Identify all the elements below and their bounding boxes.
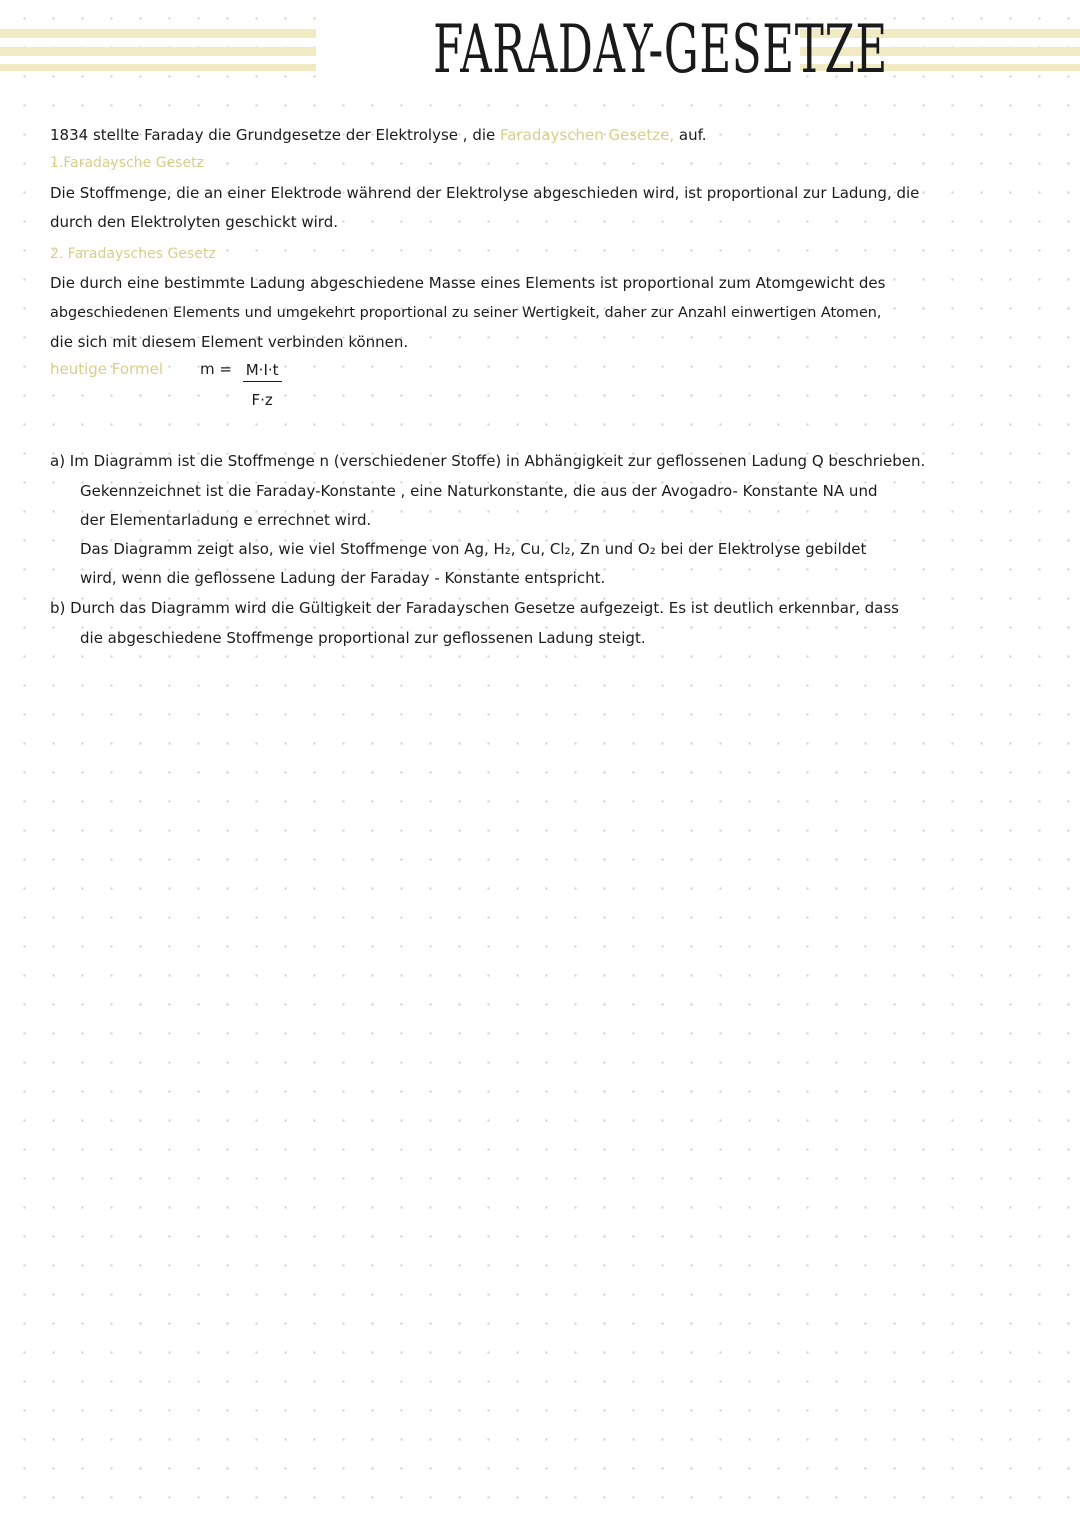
intro-text-after: auf. — [674, 126, 707, 144]
law1-line-2: durch den Elektrolyten geschickt wird. — [50, 213, 338, 231]
answer-b-line-1: b) Durch das Diagramm wird die Gültigkeit der Faradayschen Gesetze aufgezeigt. Es ist deutlich erkennbar, dass — [50, 599, 899, 617]
answer-b-line-2: die abgeschiedene Stoffmenge proportional zur geflossenen Ladung steigt. — [80, 629, 646, 647]
title-box — [316, 11, 888, 88]
law2-line-1: Die durch eine bestimmte Ladung abgeschiedene Masse eines Elements ist proportional zum Atomgewicht des — [50, 274, 886, 292]
answer-a-line-4: Das Diagramm zeigt also, wie viel Stoffmenge von Ag, H₂, Cu, Cl₂, Zn und O₂ bei der Elektrolyse gebildet — [80, 540, 867, 558]
answer-a-line-3: der Elementarladung e errechnet wird. — [80, 511, 372, 529]
formula-fraction — [243, 360, 282, 410]
answer-a-line-5: wird, wenn die geflossene Ladung der Faraday - Konstante entspricht. — [80, 569, 606, 587]
page-title: FARADAY-GESETZE — [433, 11, 888, 88]
law1-line-1: Die Stoffmenge, die an einer Elektrode während der Elektrolyse abgeschieden wird, ist proportional zur Ladung, die — [50, 184, 920, 202]
formula-label: heutige Formel — [50, 360, 163, 378]
law1-heading: 1.Faradaysche Gesetz — [50, 155, 204, 171]
formula — [200, 360, 282, 410]
law2-line-2: abgeschiedenen Elements und umgekehrt proportional zu seiner Wertigkeit, daher zur Anzahl einwertigen Atomen, — [50, 305, 882, 321]
intro-text-before: 1834 stellte Faraday die Grundgesetze der Elektrolyse , die — [50, 126, 501, 144]
formula-numerator: M·I·t — [243, 360, 282, 382]
law2-line-3: die sich mit diesem Element verbinden können. — [50, 333, 409, 351]
answer-a-line-1: a) Im Diagramm ist die Stoffmenge n (verschiedener Stoffe) in Abhängigkeit zur geflossenen Ladung Q beschrieben. — [50, 452, 926, 470]
law2-heading: 2. Faradaysches Gesetz — [50, 246, 216, 262]
formula-denominator: F·z — [251, 391, 273, 409]
intro-line — [50, 124, 707, 146]
answer-a-line-2: Gekennzeichnet ist die Faraday-Konstante , eine Naturkonstante, die aus der Avogadro- Konstante NA und — [80, 482, 878, 500]
formula-lhs: m = — [200, 360, 232, 378]
intro-highlight: Faradayschen Gesetze, — [500, 126, 675, 144]
